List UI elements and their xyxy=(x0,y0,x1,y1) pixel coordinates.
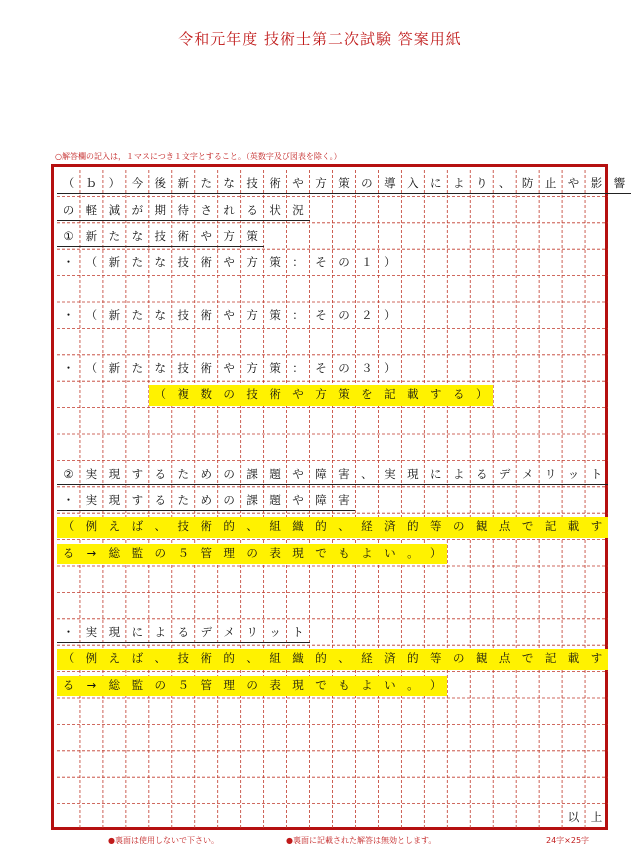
grid-char: ： xyxy=(292,360,304,375)
grid-char: な xyxy=(131,228,144,243)
grid-char: 例 xyxy=(85,651,98,666)
grid-char: た xyxy=(131,255,144,270)
grid-char: 導 xyxy=(384,176,396,191)
grid-char: 複 xyxy=(177,387,189,402)
grid-char: （ xyxy=(62,651,75,666)
grid-char: 害 xyxy=(338,466,350,481)
grid-char: 技 xyxy=(177,308,189,323)
grid-char: 術 xyxy=(177,228,189,243)
grid-char: や xyxy=(223,360,235,375)
footer-grid-size: 24字×25字 xyxy=(546,836,590,845)
grid-char: に xyxy=(430,176,442,191)
grid-char: 技 xyxy=(246,387,258,402)
grid-char: （ xyxy=(62,176,75,191)
grid-char: 点 xyxy=(498,651,511,666)
grid-char: 止 xyxy=(544,176,557,191)
grid-char: そ xyxy=(315,255,327,270)
grid-char: め xyxy=(200,466,212,481)
grid-char: す xyxy=(590,651,603,666)
grid-char: 的 xyxy=(223,519,235,534)
grid-char: や xyxy=(223,308,235,323)
grid-char: ） xyxy=(430,545,442,560)
grid-char: 課 xyxy=(246,466,258,481)
grid-char: 題 xyxy=(269,466,281,481)
grid-char: も xyxy=(338,545,350,560)
grid-char: 。 xyxy=(407,545,419,560)
grid-char: 障 xyxy=(315,466,327,481)
grid-char: 策 xyxy=(269,360,281,375)
grid-char: そ xyxy=(315,360,327,375)
grid-char: 的 xyxy=(223,651,235,666)
grid-char: 管 xyxy=(200,677,212,692)
grid-char: → xyxy=(86,545,97,560)
grid-char: ３ xyxy=(361,360,373,375)
grid-char: 技 xyxy=(177,360,189,375)
grid-char: ｂ xyxy=(85,176,98,191)
grid-char: 障 xyxy=(315,492,327,507)
grid-char: メ xyxy=(223,624,235,639)
grid-char: 載 xyxy=(567,519,580,534)
grid-char: 済 xyxy=(384,519,396,534)
grid-char: 等 xyxy=(430,519,442,534)
grid-char: の xyxy=(223,492,235,507)
grid-char: れ xyxy=(223,202,235,217)
grid-char: の xyxy=(338,308,350,323)
grid-char: 以 xyxy=(567,809,580,824)
grid-char: の xyxy=(246,677,258,692)
grid-char: り xyxy=(475,176,488,191)
grid-char: １ xyxy=(361,255,373,270)
grid-char: 済 xyxy=(384,651,396,666)
grid-char: ・ xyxy=(62,360,75,375)
grid-char: よ xyxy=(361,545,373,560)
grid-char: 害 xyxy=(338,492,350,507)
grid-char: 新 xyxy=(85,228,98,243)
grid-char: （ xyxy=(85,360,98,375)
grid-char: 実 xyxy=(85,492,98,507)
grid-char: 、 xyxy=(246,651,258,666)
grid-char: 組 xyxy=(269,519,281,534)
grid-char: な xyxy=(223,176,235,191)
grid-char: → xyxy=(86,677,97,692)
grid-char: 、 xyxy=(338,519,350,534)
grid-char: 組 xyxy=(269,651,281,666)
grid-char: ト xyxy=(590,466,603,481)
grid-char: ） xyxy=(430,677,442,692)
grid-char: 数 xyxy=(200,387,212,402)
grid-char: で xyxy=(315,545,327,560)
grid-char: 的 xyxy=(407,651,419,666)
grid-char: 上 xyxy=(590,809,603,824)
grid-char: 策 xyxy=(269,308,281,323)
grid-char: 方 xyxy=(315,176,327,191)
grid-char: や xyxy=(292,176,304,191)
grid-char: 技 xyxy=(154,228,167,243)
grid-char: 術 xyxy=(200,360,212,375)
grid-char: 、 xyxy=(246,519,258,534)
grid-char: 載 xyxy=(407,387,419,402)
grid-char: （ xyxy=(85,255,98,270)
grid-char: 術 xyxy=(269,387,281,402)
grid-char: 織 xyxy=(292,519,304,534)
grid-char: ッ xyxy=(269,624,281,639)
grid-char: る xyxy=(154,466,167,481)
grid-char: す xyxy=(430,387,442,402)
grid-char: （ xyxy=(154,387,167,402)
grid-char: 後 xyxy=(154,176,167,191)
grid-char: 策 xyxy=(269,255,281,270)
grid-char: 的 xyxy=(407,519,419,534)
grid-char: 実 xyxy=(384,466,396,481)
grid-char: 方 xyxy=(223,228,235,243)
grid-char: 経 xyxy=(361,519,373,534)
footer-note-back-unused: ●裏面は使用しないで下さい。 xyxy=(108,836,219,845)
grid-char: に xyxy=(131,624,144,639)
grid-char: リ xyxy=(246,624,258,639)
grid-char: ） xyxy=(475,387,488,402)
grid-char: 点 xyxy=(498,519,511,534)
grid-char: る xyxy=(453,387,465,402)
footer-note-back-invalid: ●裏面に記載された解答は無効とします。 xyxy=(286,836,437,845)
grid-char: 記 xyxy=(544,651,557,666)
grid-char: （ xyxy=(62,519,75,534)
grid-char: や xyxy=(292,466,304,481)
grid-char: ・ xyxy=(62,492,75,507)
grid-char: 総 xyxy=(108,677,121,692)
grid-char: 、 xyxy=(361,466,373,481)
grid-char: さ xyxy=(200,202,212,217)
grid-char: の xyxy=(338,255,350,270)
grid-char: 等 xyxy=(430,651,442,666)
grid-char: 実 xyxy=(85,466,98,481)
grid-char: る xyxy=(62,677,75,692)
grid-char: の xyxy=(223,466,235,481)
grid-char: な xyxy=(154,360,167,375)
grid-char: 総 xyxy=(108,545,121,560)
grid-char: 現 xyxy=(108,624,121,639)
grid-char: 策 xyxy=(338,176,350,191)
grid-char: 表 xyxy=(269,677,281,692)
grid-char: ッ xyxy=(567,466,580,481)
page-title: 令和元年度 技術士第二次試験 答案用紙 xyxy=(178,30,462,48)
grid-char: ） xyxy=(384,360,396,375)
grid-char: 管 xyxy=(200,545,212,560)
grid-char: 織 xyxy=(292,651,304,666)
grid-char: い xyxy=(384,545,396,560)
grid-char: 課 xyxy=(246,492,258,507)
grid-char: 方 xyxy=(315,387,327,402)
grid-char: る xyxy=(475,466,488,481)
grid-char: や xyxy=(200,228,212,243)
grid-char: 例 xyxy=(85,519,98,534)
grid-char: ① xyxy=(63,228,74,243)
grid-char: の xyxy=(453,651,465,666)
grid-char: 理 xyxy=(223,677,235,692)
grid-char: 的 xyxy=(315,519,327,534)
grid-char: 記 xyxy=(544,519,557,534)
grid-char: 新 xyxy=(108,308,121,323)
grid-char: 現 xyxy=(292,677,304,692)
grid-char: 監 xyxy=(131,545,144,560)
grid-char: る xyxy=(62,545,75,560)
grid-char: デ xyxy=(200,624,212,639)
grid-char: 監 xyxy=(131,677,144,692)
grid-char: が xyxy=(131,202,144,217)
grid-char: 術 xyxy=(200,308,212,323)
grid-char: す xyxy=(131,492,144,507)
grid-char: の xyxy=(453,519,465,534)
grid-char: 、 xyxy=(154,651,167,666)
grid-char: 技 xyxy=(177,255,189,270)
grid-char: デ xyxy=(498,466,511,481)
grid-char: ２ xyxy=(361,308,373,323)
grid-char: 術 xyxy=(200,651,212,666)
grid-char: 実 xyxy=(85,624,98,639)
grid-char: を xyxy=(361,387,373,402)
grid-char: 、 xyxy=(154,519,167,534)
grid-char: の xyxy=(62,202,75,217)
grid-char: の xyxy=(223,387,235,402)
grid-char: ば xyxy=(131,519,144,534)
grid-char: 術 xyxy=(200,255,212,270)
grid-char: 況 xyxy=(292,202,304,217)
grid-char: 技 xyxy=(177,519,189,534)
grid-char: る xyxy=(154,492,167,507)
grid-char: 記 xyxy=(384,387,396,402)
grid-char: 。 xyxy=(407,677,419,692)
grid-char: い xyxy=(384,677,396,692)
grid-char: そ xyxy=(315,308,327,323)
instruction-note: ○解答欄の記入は，１マスにつき１文字とすること。（英数字及び図表を除く。） xyxy=(55,152,342,161)
grid-char: た xyxy=(177,466,189,481)
grid-char: な xyxy=(154,308,167,323)
grid-char: 観 xyxy=(475,651,488,666)
grid-char: ば xyxy=(131,651,144,666)
grid-char: な xyxy=(154,255,167,270)
grid-char: よ xyxy=(453,176,465,191)
grid-char: の xyxy=(154,545,167,560)
grid-char: 、 xyxy=(338,651,350,666)
grid-char: の xyxy=(361,176,373,191)
grid-char: る xyxy=(177,624,189,639)
grid-char: た xyxy=(200,176,212,191)
grid-char: 現 xyxy=(108,492,121,507)
grid-char: ・ xyxy=(62,624,75,639)
answer-sheet xyxy=(51,164,626,830)
grid-char: 新 xyxy=(108,255,121,270)
grid-char: 現 xyxy=(108,466,121,481)
grid-char: す xyxy=(590,519,603,534)
grid-char: ５ xyxy=(177,545,189,560)
grid-char: 期 xyxy=(154,202,167,217)
grid-char: す xyxy=(131,466,144,481)
grid-char: 術 xyxy=(200,519,212,534)
grid-char: の xyxy=(338,360,350,375)
grid-char: 、 xyxy=(498,176,511,191)
grid-char: 方 xyxy=(246,308,258,323)
grid-char: も xyxy=(338,677,350,692)
grid-char: よ xyxy=(361,677,373,692)
grid-char: 策 xyxy=(338,387,350,402)
grid-char: 的 xyxy=(315,651,327,666)
grid-char: る xyxy=(246,202,258,217)
grid-char: 方 xyxy=(246,255,258,270)
grid-char: 今 xyxy=(131,176,144,191)
grid-char: リ xyxy=(544,466,557,481)
grid-char: え xyxy=(108,519,121,534)
grid-char: 術 xyxy=(269,176,281,191)
grid-char: メ xyxy=(521,466,534,481)
grid-char: 題 xyxy=(269,492,281,507)
grid-char: で xyxy=(521,519,534,534)
grid-char: ） xyxy=(108,176,121,191)
grid-char: の xyxy=(154,677,167,692)
grid-char: 新 xyxy=(108,360,121,375)
grid-char: め xyxy=(200,492,212,507)
grid-char: え xyxy=(108,651,121,666)
grid-char: 載 xyxy=(567,651,580,666)
grid-char: た xyxy=(177,492,189,507)
grid-char: ： xyxy=(292,308,304,323)
grid-char: 技 xyxy=(177,651,189,666)
grid-char: 新 xyxy=(177,176,189,191)
grid-char: ・ xyxy=(62,255,75,270)
grid-char: で xyxy=(521,651,534,666)
grid-char: 状 xyxy=(269,202,281,217)
grid-char: ） xyxy=(384,255,396,270)
grid-char: た xyxy=(131,308,144,323)
grid-char: 入 xyxy=(407,176,419,191)
grid-char: や xyxy=(223,255,235,270)
grid-char: 技 xyxy=(246,176,258,191)
grid-char: 策 xyxy=(246,228,258,243)
grid-char: た xyxy=(108,228,121,243)
grid-char: 現 xyxy=(407,466,419,481)
grid-char: ５ xyxy=(177,677,189,692)
grid-char: ） xyxy=(384,308,396,323)
grid-char: （ xyxy=(85,308,98,323)
grid-char: 減 xyxy=(108,202,121,217)
grid-char: 観 xyxy=(475,519,488,534)
grid-char: で xyxy=(315,677,327,692)
grid-char: ： xyxy=(292,255,304,270)
grid-char: や xyxy=(292,492,304,507)
grid-char: ② xyxy=(63,466,74,481)
grid-char: ト xyxy=(292,624,304,639)
grid-char: た xyxy=(131,360,144,375)
grid-char: よ xyxy=(154,624,167,639)
grid-char: や xyxy=(292,387,304,402)
grid-char: の xyxy=(246,545,258,560)
grid-char: 軽 xyxy=(85,202,98,217)
grid-char: よ xyxy=(453,466,465,481)
grid-char: 防 xyxy=(521,176,534,191)
grid-char: や xyxy=(567,176,580,191)
grid-char: 響 xyxy=(613,176,626,191)
grid-char: に xyxy=(430,466,442,481)
grid-char: ・ xyxy=(62,308,75,323)
grid-char: 経 xyxy=(361,651,373,666)
grid-char: 理 xyxy=(223,545,235,560)
grid-char: 待 xyxy=(177,202,189,217)
grid-char: 方 xyxy=(246,360,258,375)
grid-char: 影 xyxy=(590,176,603,191)
grid-char: 表 xyxy=(269,545,281,560)
grid-char: 現 xyxy=(292,545,304,560)
